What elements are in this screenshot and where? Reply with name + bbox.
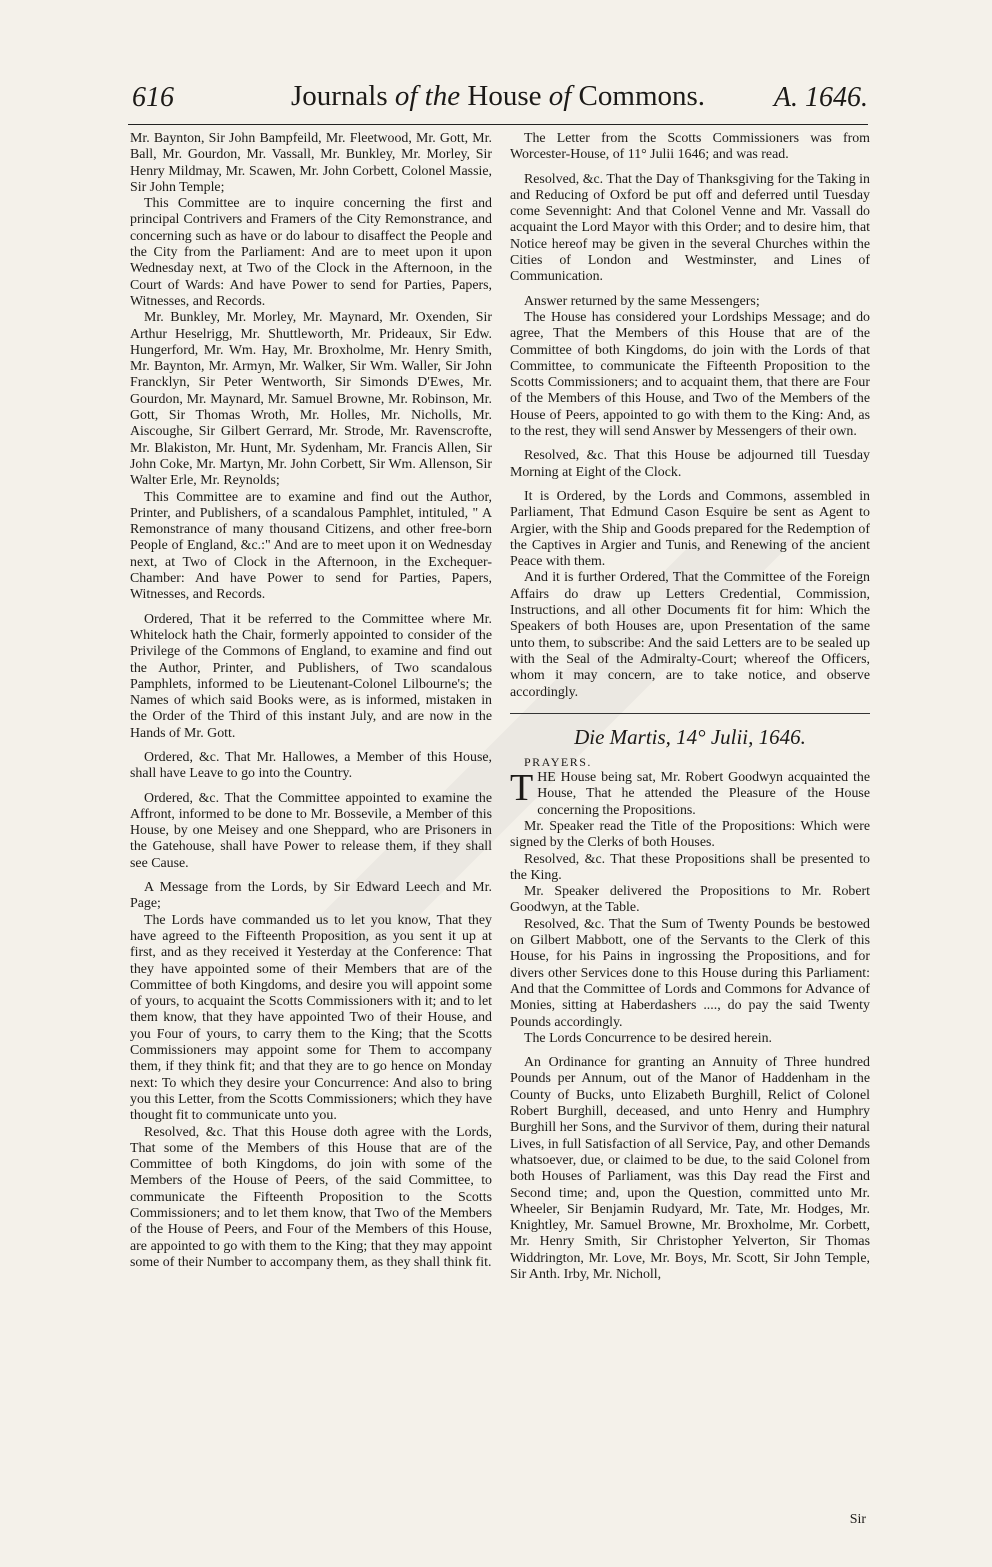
year-label: A. 1646.	[773, 82, 868, 113]
paragraph: Resolved, &c. That the Day of Thanksgiving for the Taking in and Reducing of Oxford be put off and deferred until Tuesday come Sevennight: And that Colonel Venne and Mr. Vassall do acquaint the Lord Mayor with this Order; and to desire him, that Notice hereof may be given in the several Churches within the Cities of London and Westminster, and Lines of Communication.	[510, 171, 870, 285]
paragraph: Ordered, &c. That Mr. Hallowes, a Member of this House, shall have Leave to go into the Country.	[130, 749, 492, 782]
paragraph: Ordered, &c. That the Committee appointed to examine the Affront, informed to be done to Mr. Bossevile, a Member of this House, by one Meisey and one Sheppard, who are Prisoners in the Gatehouse, shall have Power to release them, if they shall see Cause.	[130, 790, 492, 871]
prayers-label: PRAYERS.	[524, 754, 592, 769]
paragraph: Answer returned by the same Messengers;	[524, 293, 760, 309]
left-column	[130, 131, 492, 1271]
paragraph: An Ordinance for granting an Annuity of Three hundred Pounds per Annum, out of the Manor of Haddenham in the County of Bucks, unto Elizabeth Burghill, Relict of Colonel Robert Burghill, deceased, and unto Henry and Humphry Burghill her Sons, and the Survivor of them, during their natural Lives, in full Satisfaction of all Service, Pay, and other Demands whatsoever, due, or claimed to be due, to the said Colonel from both Houses of Parliament, was this Day read the First and Second time; and, upon the Question, committed unto Mr. Wheeler, Sir Benjamin Rudyard, Mr. Tate, Mr. Hodges, Mr. Knightley, Mr. Samuel Browne, Mr. Broxholme, Mr. Corbett, Mr. Henry Smith, Sir Christopher Yelverton, Sir Thomas Widdrington, Mr. Love, Mr. Boys, Mr. Scott, Sir John Temple, Sir Anth. Irby, Mr. Nicholl,	[510, 1055, 870, 1282]
paragraph: Resolved, &c. That these Propositions shall be presented to the King.	[510, 851, 870, 883]
paragraph: Mr. Speaker delivered the Propositions to Mr. Robert Goodwyn, at the Table.	[510, 884, 870, 916]
paragraph: Ordered, That it be referred to the Committee where Mr. Whitelock hath the Chair, formerly appointed to consider of the Privilege of the Commons of England, to examine and find out the Author, Printer, and Publishers, of Two scandalous Pamphlets, informed to be Lieutenant-Colonel Lilbourne's; the Names of which said Books were, as is informed, mistaken in the Order of the Third of this instant July, and are now in the Hands of Mr. Gott.	[130, 611, 492, 741]
catchword: Sir	[849, 1512, 866, 1527]
paragraph: And it is further Ordered, That the Committee of the Foreign Affairs do draw up Letters Credential, Commission, Instructions, and all other Documents fit for him: Which the Speakers of both Houses are, upon Presentation of the same unto them, to subscribe: And the said Letters are to be sealed up with the Seal of the Admiralty-Court; whereof the Officers, whom it may concern, are to take notice, and observe accordingly.	[510, 570, 870, 700]
paragraph: This Committee are to examine and find out the Author, Printer, and Publishers, of a scandalous Pamphlet, intituled, " A Remonstrance of many thousand Citizens, and other free-born People of England, &c.:" And are to meet upon it on Wednesday next, at Two of Clock in the Afternoon, in the Exchequer-Chamber: And have Power to send for Parties, Papers, Witnesses, and Records.	[130, 489, 492, 603]
paragraph: The Lords have commanded us to let you know, That they have agreed to the Fifteenth Proposition, as you sent it up at first, and as they received it Yesterday at the Conference: That they have appointed some of their Members that are of the Committee of both Kingdoms, and desire you will appoint some of yours, to acquaint the Scotts Commissioners with it; and to let them know, that they have appointed Two of their House, and you Four of yours, to carry them to the King; that the Scotts Commissioners may appoint some for Them to accompany them, if they think fit; and that they are to go hence on Monday next: To which they desire your Concurrence: And also to bring you this Letter, from the Scotts Commissioners; which they have thought fit to communicate unto you.	[130, 912, 492, 1124]
section-rule	[510, 713, 870, 714]
paragraph: It is Ordered, by the Lords and Commons, assembled in Parliament, That Edmund Cason Esquire be sent as Agent to Argier, with the Ship and Goods prepared for the Redemption of the Captives in Argier and Tunis, and Renewing of the ancient Peace with them.	[510, 488, 870, 570]
page-number: 616	[132, 82, 174, 113]
paragraph: Resolved, &c. That this House be adjourned till Tuesday Morning at Eight of the Clock.	[510, 448, 870, 480]
paragraph: The Letter from the Scotts Commissioners was from Worcester-House, of 11° Julii 1646; and was read.	[510, 131, 870, 163]
paragraph: Mr. Speaker read the Title of the Propositions: Which were signed by the Clerks of both Houses.	[510, 818, 870, 851]
paragraph: The House has considered your Lordships Message; and do agree, That the Members of this House that are of the Committee of both Kingdoms, do join with the Lords of that Committee, to communicate the Fifteenth Proposition to the Scotts Commissioners; and to acquaint them, that there are Four of the Members of this House, and Two of the Members of the House of Peers, appointed to go with them to the King: And, as to the rest, they will send Answer by Messengers of their own.	[510, 309, 870, 440]
paragraph: Mr. Bunkley, Mr. Morley, Mr. Maynard, Mr. Oxenden, Sir Arthur Heselrigg, Mr. Shuttleworth, Mr. Prideaux, Sir Edw. Hungerford, Mr. Wm. Hay, Mr. Broxholme, Mr. Henry Smith, Mr. Baynton, Mr. Armyn, Mr. Walker, Sir Wm. Waller, Sir John Francklyn, Sir Peter Wentworth, Sir Simonds D'Ewes, Mr. Gourdon, Mr. Maynard, Mr. Samuel Browne, Mr. Robinson, Mr. Gott, Sir Thomas Wroth, Mr. Holles, Mr. Nicholls, Mr. Aiscoughe, Sir Gilbert Gerrard, Mr. Strode, Mr. Ravenscrofte, Mr. Blakiston, Mr. Hunt, Mr. Sydenham, Mr. Francis Allen, Sir John Coke, Mr. Martyn, Mr. John Corbett, Sir Wm. Allenson, Sir Walter Erle, Mr. Reynolds;	[130, 310, 492, 489]
paragraph: THE House being sat, Mr. Robert Goodwyn acquainted the House, That he attended the Pleasure of the House concerning the Propositions.	[510, 767, 870, 818]
paragraph: Resolved, &c. That the Sum of Twenty Pounds be bestowed on Gilbert Mabbott, one of the Servants to the Clerk of this House, for his Pains in ingrossing the Propositions, and for divers other Services done to this House during this Parliament: And that the Committee of Lords and Commons for Advance of Monies, sitting at Haberdashers ...., do pay the said Twenty Pounds accordingly.	[510, 916, 870, 1030]
right-column	[510, 131, 870, 1283]
running-title: Journals of the House of Commons.	[290, 80, 706, 112]
page-header	[128, 80, 868, 125]
paragraph: The Lords Concurrence to be desired herein.	[524, 1030, 773, 1046]
paragraph: Mr. Baynton, Sir John Bampfeild, Mr. Fleetwood, Mr. Gott, Mr. Ball, Mr. Gourdon, Mr. Vassall, Mr. Bunkley, Mr. Morley, Sir Henry Mildmay, Mr. Scawen, Mr. John Corbett, Colonel Massie, Sir John Temple;	[130, 131, 492, 195]
paragraph: This Committee are to inquire concerning the first and principal Contrivers and Framers of the City Remonstrance, and concerning such as have or do labour to disaffect the People and the City from the Parliament: And are to meet upon it upon Wednesday next, at Two of the Clock in the Afternoon, in the Court of Wards: And have Power to send for Parties, Papers, Witnesses, and Records.	[130, 196, 492, 309]
paragraph: Resolved, &c. That this House doth agree with the Lords, That some of the Members of this House that are of the Committee of both Kingdoms, do join with some of the Members of the House of Peers, of the said Committee, to communicate the Fifteenth Proposition to the Scotts Commissioners; and to let them know, that Two of the Members of the House of Peers, and Four of the Members of this House, are appointed to go with them to the King; that they may appoint some of their Number to accompany them, as they shall think fit.	[130, 1124, 492, 1270]
paragraph: A Message from the Lords, by Sir Edward Leech and Mr. Page;	[130, 880, 492, 912]
day-heading: Die Martis, 14° Julii, 1646.	[574, 724, 806, 749]
drop-cap: T	[510, 767, 534, 810]
